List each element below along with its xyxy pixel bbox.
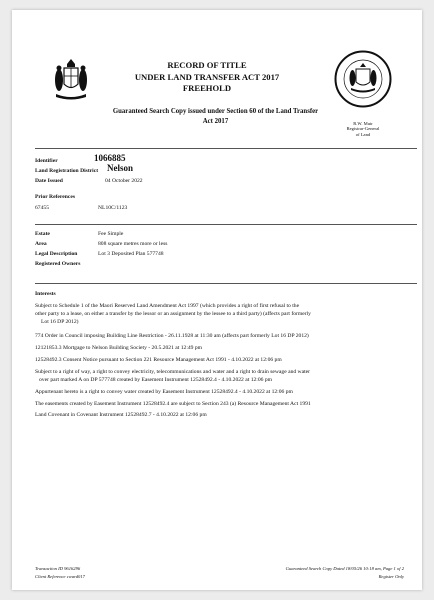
- interest-item: Land Covenant in Covenant Instrument 12528492.7 - 4.10.2022 at 12:06 pm: [35, 412, 207, 418]
- interest-item: 12121853.3 Mortgage to Nelson Building Society - 20.5.2021 at 12:49 pm: [35, 345, 203, 351]
- divider: [35, 283, 417, 284]
- interest-item: 12528492.3 Consent Notice pursuant to Section 221 Resource Management Act 1991 - 4.10.2022 at 12:06 pm: [35, 357, 282, 363]
- legal-description-value: Lot 3 Deposited Plan 577748: [98, 251, 164, 257]
- registered-owners-label: Registered Owners: [35, 261, 81, 267]
- estate-label: Estate: [35, 231, 50, 237]
- prior-reference-1: 67455: [35, 205, 49, 211]
- title-page: [12, 10, 422, 590]
- client-reference: Client Reference cward017: [35, 574, 85, 579]
- date-issued-label: Date Issued: [35, 178, 63, 184]
- registrar-seal-icon: [334, 50, 392, 108]
- identifier-value: 1066885: [94, 153, 126, 163]
- prior-reference-2: NL10C/1123: [98, 205, 128, 211]
- interest-item: Subject to Schedule 1 of the Maori Reserved Land Amendment Act 1997 (which provides a right of first refusal to the other party to a lease, on either a transfer by the lessor or an assignment by the lessee to a third party) (affects part formerly Lot 16 DP 2012): [35, 303, 311, 325]
- search-copy-dated: Guaranteed Search Copy Dated 18/05/26 10:18 am, Page 1 of 2: [285, 566, 404, 571]
- area-value: 808 square metres more or less: [98, 241, 168, 247]
- prior-references-label: Prior References: [35, 194, 76, 200]
- document-title: RECORD OF TITLE UNDER LAND TRANSFER ACT 2017 FREEHOLD: [134, 60, 280, 93]
- transaction-id: Transaction ID 9616296: [35, 566, 81, 571]
- registrar-caption: R.W. Muir Registrar-General of Land: [346, 121, 380, 137]
- register-only: Register Only: [378, 574, 404, 579]
- divider: [35, 148, 417, 149]
- interest-item: Appurtenant hereto is a right to convey water created by Easement Instrument 12528492.4 - 4.10.2022 at 12:06 pm: [35, 389, 293, 395]
- area-label: Area: [35, 241, 47, 247]
- divider: [35, 224, 417, 225]
- date-issued-value: 04 October 2022: [105, 178, 143, 184]
- district-label: Land Registration District: [35, 168, 99, 174]
- document-subtitle: Guaranteed Search Copy issued under Section 60 of the Land Transfer Act 2017: [112, 108, 319, 125]
- interests-heading: Interests: [35, 291, 56, 297]
- district-value: Nelson: [107, 163, 134, 173]
- legal-description-label: Legal Description: [35, 251, 78, 257]
- interest-item: Subject to a right of way, a right to convey electricity, telecommunications and water and a right to drain sewage and water over part marked A on DP 577748 created by Easement Instrument 12528492.4 - 4.10.2022 at 12:06 pm: [35, 369, 310, 383]
- interest-item: 774 Order in Council imposing Building Line Restriction - 26.11.1928 at 11:30 am (affects part formerly Lot 16 DP 2012): [35, 333, 309, 339]
- coat-of-arms-icon: [54, 58, 88, 102]
- estate-value: Fee Simple: [98, 231, 124, 237]
- identifier-label: Identifier: [35, 158, 58, 164]
- interest-item: The easements created by Easement Instrument 12528492.4 are subject to Section 243 (a) Resource Management Act 1991: [35, 401, 311, 407]
